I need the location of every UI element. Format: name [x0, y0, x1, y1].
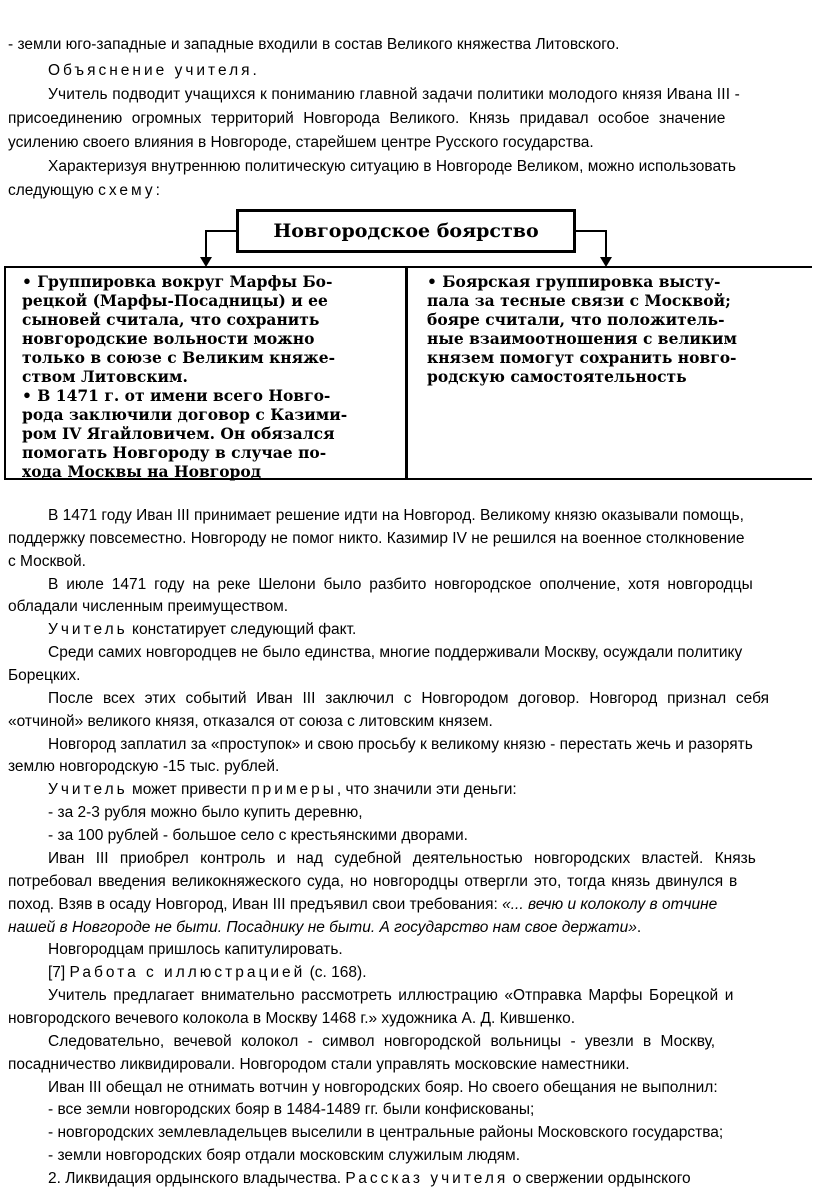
spaced-word: Учитель — [48, 621, 128, 638]
text-line — [48, 961, 367, 985]
diagram-title: Новгородское боярство — [236, 209, 576, 253]
text-line: Новгородцам пришлось капитулировать. — [48, 941, 343, 958]
list-item: - земли новгородских бояр отдали московским служилым людям. — [48, 1147, 521, 1164]
diagram-right-line: пала за тесные связи с Москвой; — [427, 291, 731, 310]
diagram-left-line: ром IV Ягайловичем. Он обязался — [22, 424, 335, 443]
list-item: - за 100 рублей - большое село с крестьянскими дворами. — [48, 827, 468, 844]
text-span: констатирует следующий факт. — [127, 621, 357, 638]
diagram-left-line: помогать Новгороду в случае по- — [22, 443, 327, 462]
text-line — [48, 778, 517, 802]
text-line: Учитель подводит учащихся к пониманию главной задачи политики молодого князя Ивана III - — [48, 86, 740, 103]
diagram-right-line: князем помогут сохранить новго- — [427, 348, 737, 367]
text-line: землю новгородскую -15 тыс. рублей. — [8, 758, 280, 775]
diagram-left-line: ством Литовским. — [22, 367, 188, 386]
text-span: [7] — [48, 964, 70, 981]
diagram-left-line: хода Москвы на Новгород — [22, 462, 262, 481]
diagram-right-line: бояре считали, что положитель- — [427, 310, 725, 329]
text-line: обладали численным преимуществом. — [8, 598, 289, 615]
section-label: Объяснение учителя. — [48, 62, 260, 79]
text-line: Иван III обещал не отнимать вотчин у новгородских бояр. Но своего обещания не выполнил: — [48, 1079, 718, 1096]
text-span: о свержении ордынского — [508, 1170, 691, 1187]
spaced-word: Учитель — [48, 781, 128, 798]
list-item: - новгородских землевладельцев выселили в центральные районы Московского государства; — [48, 1124, 724, 1141]
list-item: - за 2-3 рубля можно было купить деревню, — [48, 804, 363, 821]
text-line: В 1471 году Иван III принимает решение идти на Новгород. Великому князю оказывали помощь, — [48, 507, 744, 524]
text-span: (с. 168). — [305, 964, 367, 981]
spaced-word: схему — [98, 182, 156, 199]
list-item: - все земли новгородских бояр в 1484-1489 гг. были конфискованы; — [48, 1101, 535, 1118]
spaced-word: Рассказ учителя — [345, 1170, 509, 1187]
text-line: Иван III приобрел контроль и над судебной деятельностью новгородских властей. Князь — [48, 850, 756, 867]
diagram-left-line: сыновей считала, что сохранить — [22, 310, 320, 329]
diagram-right-line: родскую самостоятельность — [427, 367, 687, 386]
diagram-left-line: • Группировка вокруг Марфы Бо- — [22, 272, 333, 291]
quote-span: «... вечю и колоколу в отчине — [502, 896, 718, 913]
text-line: Учитель предлагает внимательно рассмотреть иллюстрацию «Отправка Марфы Борецкой и — [48, 987, 734, 1004]
text-line: Характеризуя внутреннюю политическую ситуацию в Новгороде Великом, можно использовать — [48, 158, 736, 175]
diagram-right-line: • Боярская группировка высту- — [427, 272, 721, 291]
text-span: : — [155, 182, 160, 199]
text-line: Новгород заплатил за «проступок» и свою просьбу к великому князю - перестать жечь и разорять — [48, 736, 753, 753]
diagram-left-line: только в союзе с Великим княже- — [22, 348, 336, 367]
diagram-left-line: рода заключили договор с Казими- — [22, 405, 348, 424]
text-line — [8, 179, 160, 203]
diagram-right-line: ные взаимоотношения с великим — [427, 329, 738, 348]
text-line: Следовательно, вечевой колокол - символ новгородской вольницы - увезли в Москву, — [48, 1033, 716, 1050]
text-span: , что значили эти деньги: — [336, 781, 517, 798]
text-line: - земли юго-западные и западные входили в состав Великого княжества Литовского. — [8, 36, 620, 53]
diagram-left-line: рецкой (Марфы-Посадницы) и ее — [22, 291, 328, 310]
boyars-diagram — [0, 205, 816, 485]
text-line — [8, 893, 717, 917]
diagram-left-line: • В 1471 г. от имени всего Новго- — [22, 386, 331, 405]
text-span: следующую — [8, 182, 99, 199]
text-line — [48, 618, 356, 642]
spaced-word: Работа с иллюстрацией — [69, 964, 306, 981]
text-line — [48, 1167, 691, 1191]
text-line: присоединению огромных территорий Новгорода Великого. Князь придавал особое значение — [8, 110, 726, 127]
spaced-word: примеры — [251, 781, 337, 798]
text-line: посадничество ликвидировали. Новгородом стали управлять московские наместники. — [8, 1056, 630, 1073]
text-line: «отчиной» великого князя, отказался от союза с литовским князем. — [8, 713, 493, 730]
text-line: усилению своего влияния в Новгороде, старейшем центре Русского государства. — [8, 134, 594, 151]
text-line — [8, 916, 641, 940]
text-line: потребовал введения великокняжеского суда, но новгородцы отвергли это, тогда князь двинулся в — [8, 873, 738, 890]
text-line: После всех этих событий Иван III заключил с Новгородом договор. Новгород признал себя — [48, 690, 770, 707]
text-span: . — [636, 919, 642, 936]
text-line: Среди самих новгородцев не было единства, многие поддерживали Москву, осуждали политику — [48, 644, 743, 661]
text-span: 2. Ликвидация ордынского владычества. — [48, 1170, 346, 1187]
text-span: может привести — [127, 781, 252, 798]
text-line: поддержку повсеместно. Новгороду не помог никто. Казимир IV не решился на военное столкновение — [8, 530, 745, 547]
quote-span: нашей в Новгороде не быти. Посаднику не быти. А государство нам свое держати» — [8, 919, 637, 936]
text-line: Борецких. — [8, 667, 81, 684]
text-line: с Москвой. — [8, 553, 86, 570]
text-line: В июле 1471 году на реке Шелони было разбито новгородское ополчение, хотя новгородцы — [48, 576, 753, 593]
text-line: новгородского вечевого колокола в Москву 1468 г.» художника А. Д. Кившенко. — [8, 1010, 576, 1027]
text-span: поход. Взяв в осаду Новгород, Иван III предъявил свои требования: — [8, 896, 503, 913]
diagram-left-line: новгородские вольности можно — [22, 329, 315, 348]
